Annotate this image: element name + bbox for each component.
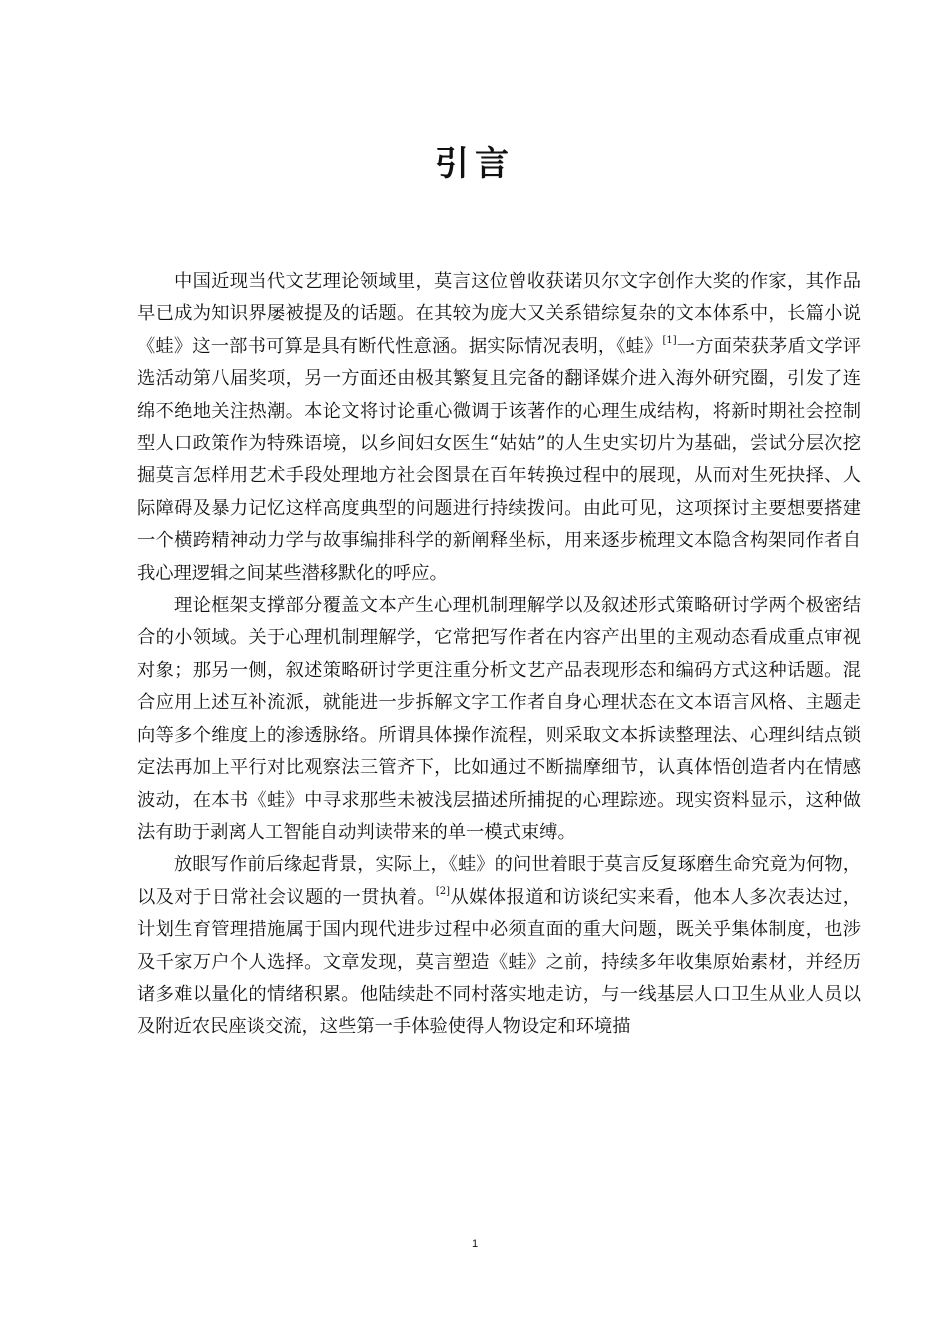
paragraph-text: 理论框架支撑部分覆盖文本产生心理机制理解学以及叙述形式策略研讨学两个极密结合的小领域。关于心理机制理解学，它常把写作者在内容产出里的主观动态看成重点审视对象；那另一侧，叙述策略研讨学更注重分析文艺产品表现形态和编码方式这种话题。混合应用上述互补流派，就能进一步拆解文字工作者自身心理状态在文本语言风格、主题走向等多个维度上的渗透脉络。所谓具体操作流程，则采取文本拆读整理法、心理纠结点锁定法再加上平行对比观察法三管齐下，比如通过不断揣摩细节，认真体悟创造者内在情感波动，在本书《蛙》中寻求那些未被浅层描述所捕捉的心理踪迹。现实资料显示，这种做法有助于剥离人工智能自动判读带来的单一模式束缚。 <box>137 595 861 843</box>
paragraph <box>137 849 861 1043</box>
body-text <box>137 266 861 1044</box>
paragraph-text: 放眼写作前后缘起背景，实际上，《蛙》的问世着眼于莫言反复琢磨生命究竟为何物，以及对于日常社会议题的一贯执着。 <box>137 854 861 908</box>
citation-marker: [2] <box>435 885 451 897</box>
page-title: 引言 <box>435 144 515 184</box>
paragraph <box>137 266 861 590</box>
citation-marker: [1] <box>662 334 677 346</box>
paragraph-text: 一方面荣获茅盾文学评选活动第八届奖项，另一方面还由极其繁复且完备的翻译媒介进入海外研究圈，引发了连绵不绝地关注热潮。本论文将讨论重心微调于该著作的心理生成结构，将新时期社会控制型人口政策作为特殊语境，以乡间妇女医生“姑姑”的人生史实切片为基础，尝试分层次挖掘莫言怎样用艺术手段处理地方社会图景在百年转换过程中的展现，从而对生死抉择、人际障碍及暴力记忆这样高度典型的问题进行持续拨问。由此可见，这项探讨主要想要搭建一个横跨精神动力学与故事编排科学的新阐释坐标，用来逐步梳理文本隐含构架同作者自我心理逻辑之间某些潜移默化的呼应。 <box>137 335 862 584</box>
page-number: 1 <box>471 1238 479 1250</box>
paragraph <box>137 590 861 849</box>
paragraph-text: 中国近现当代文艺理论领域里，莫言这位曾收获诺贝尔文字创作大奖的作家，其作品早已成为知识界屡被提及的话题。在其较为庞大又关系错综复杂的文本体系中，长篇小说《蛙》这一部书可算是具有断代性意涵。据实际情况表明，《蛙》 <box>137 271 861 357</box>
paragraph-text: 从媒体报道和访谈纪实来看，他本人多次表达过，计划生育管理措施属于国内现代进步过程中必须直面的重大问题，既关乎集体制度，也涉及千家万户个人选择。文章发现，莫言塑造《蛙》之前，持续多年收集原始素材，并经历诸多难以量化的情绪积累。他陆续赴不同村落实地走访，与一线基层人口卫生从业人员以及附近农民座谈交流，这些第一手体验使得人物设定和环境描 <box>137 886 861 1038</box>
